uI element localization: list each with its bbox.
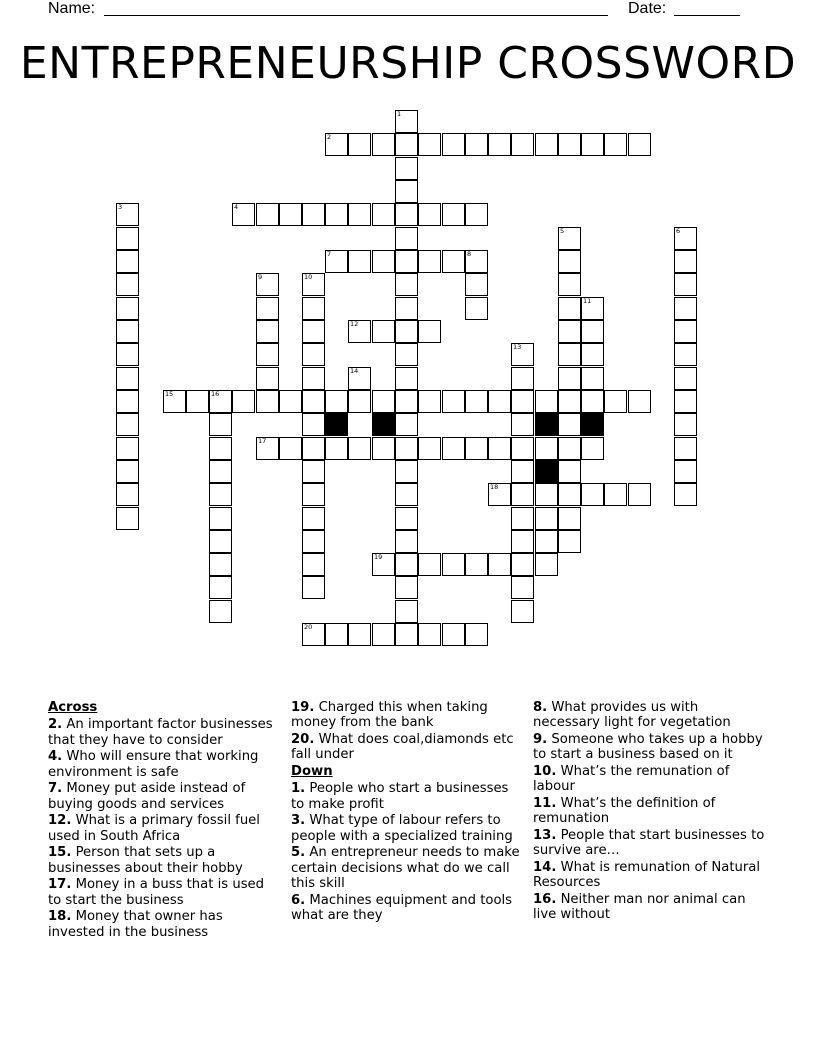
down-clue: [533, 892, 765, 923]
down-clue: [533, 732, 765, 763]
crossword-cell[interactable]: [395, 273, 418, 296]
crossword-cell[interactable]: [372, 553, 395, 576]
crossword-cell[interactable]: [279, 437, 302, 460]
crossword-cell[interactable]: [418, 320, 441, 343]
crossword-cell[interactable]: [465, 553, 488, 576]
clue-text: People who start a businesses to make profit: [291, 781, 509, 812]
crossword-cell[interactable]: [395, 227, 418, 250]
crossword-cell[interactable]: [348, 623, 371, 646]
clue-text: Neither man nor animal can live without: [533, 892, 746, 923]
crossword-cell[interactable]: [558, 367, 581, 390]
crossword-cell[interactable]: [256, 390, 279, 413]
crossword-cell[interactable]: [581, 390, 604, 413]
clue-number: 20.: [291, 732, 315, 747]
crossword-cell[interactable]: [302, 507, 325, 530]
crossword-cell[interactable]: [395, 413, 418, 436]
crossword-cell[interactable]: [395, 133, 418, 156]
clue-number: 17.: [48, 877, 72, 893]
crossword-cell[interactable]: [302, 297, 325, 320]
across-clue: [48, 717, 280, 748]
crossword-cell[interactable]: [348, 390, 371, 413]
crossword-cell[interactable]: [302, 367, 325, 390]
crossword-cell[interactable]: [209, 437, 232, 460]
crossword-cell[interactable]: [674, 483, 697, 506]
clue-column-1: [48, 700, 280, 941]
clue-text: Person that sets up a businesses about their hobby: [48, 845, 243, 876]
across-heading: Across: [48, 700, 98, 715]
crossword-cell[interactable]: [302, 343, 325, 366]
crossword-cell[interactable]: [372, 390, 395, 413]
crossword-cell[interactable]: [465, 203, 488, 226]
crossword-cell[interactable]: [256, 273, 279, 296]
crossword-cell[interactable]: [395, 553, 418, 576]
crossword-cell[interactable]: [116, 320, 139, 343]
crossword-cell[interactable]: [511, 507, 534, 530]
clue-number: 5.: [291, 845, 306, 861]
crossword-cell[interactable]: [302, 203, 325, 226]
crossword-cell[interactable]: [442, 553, 465, 576]
crossword-cell[interactable]: [395, 437, 418, 460]
crossword-cell[interactable]: [418, 203, 441, 226]
crossword-cell[interactable]: [604, 390, 627, 413]
crossword-cell[interactable]: [256, 343, 279, 366]
crossword-cell[interactable]: [465, 250, 488, 273]
crossword-cell[interactable]: [558, 297, 581, 320]
crossword-cell[interactable]: [558, 227, 581, 250]
clue-number: 12.: [48, 813, 72, 829]
crossword-cell[interactable]: [348, 320, 371, 343]
crossword-cell[interactable]: [628, 483, 651, 506]
crossword-cell[interactable]: [511, 600, 534, 623]
crossword-cell[interactable]: [465, 390, 488, 413]
crossword-cell[interactable]: [302, 460, 325, 483]
crossword-cell[interactable]: [674, 320, 697, 343]
crossword-cell[interactable]: [558, 133, 581, 156]
clue-text: What’s the remunation of labour: [533, 764, 730, 795]
crossword-cell[interactable]: [209, 530, 232, 553]
clue-number: 5: [560, 227, 565, 235]
clue-text: What’s the definition of remunation: [533, 796, 716, 827]
crossword-cell[interactable]: [465, 623, 488, 646]
crossword-cell[interactable]: [558, 413, 581, 436]
crossword-cell[interactable]: [511, 460, 534, 483]
crossword-cell[interactable]: [488, 133, 511, 156]
crossword-cell[interactable]: [488, 437, 511, 460]
crossword-cell[interactable]: [674, 413, 697, 436]
down-clue: [533, 764, 765, 795]
crossword-cell[interactable]: [395, 623, 418, 646]
crossword-cell[interactable]: [535, 390, 558, 413]
clue-number: 8.: [533, 700, 548, 715]
crossword-cell[interactable]: [488, 483, 511, 506]
down-clue: [533, 828, 765, 859]
crossword-cell[interactable]: [418, 250, 441, 273]
crossword-cell[interactable]: [395, 320, 418, 343]
crossword-cell[interactable]: [395, 576, 418, 599]
crossword-cell[interactable]: [535, 437, 558, 460]
clue-text: Who will ensure that working environment is safe: [48, 749, 259, 780]
crossword-cell[interactable]: [232, 390, 255, 413]
crossword-cell[interactable]: [372, 437, 395, 460]
crossword-cell[interactable]: [302, 576, 325, 599]
crossword-cell[interactable]: [511, 390, 534, 413]
crossword-cell[interactable]: [442, 203, 465, 226]
down-clue: [291, 845, 523, 891]
crossword-cell[interactable]: [395, 390, 418, 413]
crossword-cell[interactable]: [488, 553, 511, 576]
crossword-cell[interactable]: [465, 437, 488, 460]
crossword-cell[interactable]: [279, 203, 302, 226]
clue-number: 15.: [48, 845, 72, 861]
clue-number: 14.: [533, 860, 557, 875]
clue-number: 6: [676, 227, 681, 235]
clue-number: 4: [234, 203, 239, 211]
crossword-cell[interactable]: [674, 460, 697, 483]
clue-number: 2.: [48, 717, 63, 733]
down-clue: [533, 860, 765, 891]
crossword-cell[interactable]: [116, 273, 139, 296]
clue-number: 17: [258, 437, 267, 445]
crossword-cell[interactable]: [395, 203, 418, 226]
crossword-cell[interactable]: [116, 413, 139, 436]
clue-number: 11: [583, 297, 592, 305]
crossword-cell[interactable]: [302, 437, 325, 460]
crossword-cell[interactable]: [674, 297, 697, 320]
crossword-cell[interactable]: [395, 180, 418, 203]
crossword-cell[interactable]: [558, 483, 581, 506]
clue-text: An entrepreneur needs to make certain decisions what do we call this skill: [291, 845, 520, 892]
crossword-cell[interactable]: [116, 227, 139, 250]
crossword-cell[interactable]: [372, 250, 395, 273]
clue-text: What type of labour refers to people with a specialized training: [291, 813, 513, 844]
crossword-cell[interactable]: [325, 133, 348, 156]
crossword-cell[interactable]: [465, 273, 488, 296]
crossword-cell[interactable]: [535, 530, 558, 553]
crossword-cell[interactable]: [302, 530, 325, 553]
crossword-cell[interactable]: [558, 343, 581, 366]
crossword-cell[interactable]: [558, 507, 581, 530]
crossword-cell[interactable]: [232, 203, 255, 226]
down-clue: [291, 813, 523, 844]
crossword-cell[interactable]: [209, 413, 232, 436]
crossword-cell[interactable]: [535, 483, 558, 506]
crossword-cell[interactable]: [395, 600, 418, 623]
crossword-cell[interactable]: [256, 297, 279, 320]
clue-number: 3.: [291, 813, 306, 829]
clue-text: What is remunation of Natural Resources: [533, 860, 761, 891]
clue-number: 18.: [48, 909, 72, 925]
across-clue: [48, 877, 280, 908]
clue-number: 13: [513, 343, 522, 351]
crossword-cell[interactable]: [442, 390, 465, 413]
down-clue: [533, 700, 765, 731]
crossword-cell[interactable]: [628, 390, 651, 413]
clue-text: Someone who takes up a hobby to start a business based on it: [533, 732, 763, 763]
crossword-cell[interactable]: [395, 110, 418, 133]
name-label: Name:: [48, 0, 96, 17]
crossword-cell[interactable]: [302, 413, 325, 436]
crossword-cell[interactable]: [558, 273, 581, 296]
crossword-cell[interactable]: [558, 250, 581, 273]
crossword-cell[interactable]: [511, 437, 534, 460]
crossword-cell[interactable]: [418, 133, 441, 156]
crossword-cell[interactable]: [604, 133, 627, 156]
crossword-cell[interactable]: [674, 390, 697, 413]
crossword-cell[interactable]: [581, 437, 604, 460]
crossword-cell[interactable]: [256, 437, 279, 460]
crossword-cell[interactable]: [674, 250, 697, 273]
crossword-cell[interactable]: [209, 460, 232, 483]
clue-text: Money that owner has invested in the business: [48, 909, 223, 940]
crossword-cell[interactable]: [511, 530, 534, 553]
crossword-cell[interactable]: [535, 507, 558, 530]
crossword-cell[interactable]: [395, 250, 418, 273]
crossword-cell[interactable]: [535, 133, 558, 156]
crossword-cell[interactable]: [325, 203, 348, 226]
down-clue: [291, 781, 523, 812]
crossword-cell[interactable]: [628, 133, 651, 156]
crossword-cell[interactable]: [511, 343, 534, 366]
crossword-cell[interactable]: [674, 367, 697, 390]
crossword-cell[interactable]: [581, 297, 604, 320]
clue-number: 11.: [533, 796, 557, 811]
clue-number: 3: [118, 203, 123, 211]
crossword-cell[interactable]: [116, 460, 139, 483]
crossword-cell[interactable]: [372, 623, 395, 646]
crossword-cell[interactable]: [558, 320, 581, 343]
crossword-cell[interactable]: [256, 367, 279, 390]
crossword-cell[interactable]: [209, 483, 232, 506]
crossword-cell[interactable]: [465, 297, 488, 320]
crossword-cell[interactable]: [535, 553, 558, 576]
crossword-cell[interactable]: [209, 390, 232, 413]
down-heading: Down: [291, 764, 333, 779]
crossword-cell[interactable]: [302, 390, 325, 413]
crossword-cell[interactable]: [442, 250, 465, 273]
crossword-cell[interactable]: [511, 413, 534, 436]
crossword-cell[interactable]: [395, 367, 418, 390]
crossword-cell[interactable]: [465, 133, 488, 156]
crossword-cell[interactable]: [302, 273, 325, 296]
date-label: Date:: [628, 0, 667, 17]
crossword-cell[interactable]: [442, 623, 465, 646]
crossword-cell[interactable]: [418, 553, 441, 576]
crossword-cell[interactable]: [511, 483, 534, 506]
clue-number: 19: [374, 553, 383, 561]
crossword-cell[interactable]: [558, 437, 581, 460]
crossword-cell[interactable]: [395, 460, 418, 483]
clue-number: 8: [467, 250, 472, 258]
down-clue: [533, 796, 765, 827]
crossword-cell[interactable]: [325, 623, 348, 646]
crossword-cell[interactable]: [674, 227, 697, 250]
crossword-cell[interactable]: [116, 343, 139, 366]
clue-number: 1.: [291, 781, 306, 797]
crossword-cell[interactable]: [558, 530, 581, 553]
clue-number: 4.: [48, 749, 63, 765]
crossword-cell[interactable]: [674, 437, 697, 460]
crossword-cell[interactable]: [209, 576, 232, 599]
crossword-cell[interactable]: [348, 133, 371, 156]
blocked-cell: [581, 413, 604, 436]
crossword-cell[interactable]: [418, 623, 441, 646]
clue-number: 1: [397, 110, 402, 118]
crossword-cell[interactable]: [116, 297, 139, 320]
crossword-cell[interactable]: [279, 390, 302, 413]
crossword-cell[interactable]: [511, 553, 534, 576]
blocked-cell: [325, 413, 348, 436]
clue-text: What is a primary fossil fuel used in South Africa: [48, 813, 260, 844]
across-clue: [48, 749, 280, 780]
crossword-cell[interactable]: [581, 320, 604, 343]
crossword-cell[interactable]: [325, 250, 348, 273]
crossword-cell[interactable]: [558, 460, 581, 483]
clue-number: 14: [350, 367, 359, 375]
crossword-cell[interactable]: [116, 367, 139, 390]
crossword-cell[interactable]: [348, 437, 371, 460]
crossword-cell[interactable]: [395, 507, 418, 530]
clue-column-2: [291, 700, 523, 925]
page-title: ENTREPRENEURSHIP CROSSWORD: [19, 38, 797, 89]
clue-number: 9.: [533, 732, 548, 747]
clue-text: Money put aside instead of buying goods and services: [48, 781, 246, 812]
clue-number: 19.: [291, 700, 315, 715]
clue-text: What provides us with necessary light for vegetation: [533, 700, 731, 731]
crossword-cell[interactable]: [395, 157, 418, 180]
crossword-cell[interactable]: [442, 133, 465, 156]
clue-number: 15: [165, 390, 174, 398]
crossword-cell[interactable]: [581, 133, 604, 156]
crossword-cell[interactable]: [163, 390, 186, 413]
clue-text: Machines equipment and tools what are they: [291, 892, 513, 924]
clue-number: 7.: [48, 781, 63, 797]
clue-number: 16.: [533, 892, 557, 907]
crossword-cell[interactable]: [325, 437, 348, 460]
crossword-cell[interactable]: [348, 203, 371, 226]
clue-number: 10: [304, 273, 313, 281]
crossword-cell[interactable]: [302, 553, 325, 576]
crossword-cell[interactable]: [395, 530, 418, 553]
clue-number: 6.: [291, 892, 306, 908]
crossword-cell[interactable]: [372, 320, 395, 343]
crossword-cell[interactable]: [209, 600, 232, 623]
blocked-cell: [535, 413, 558, 436]
crossword-cell[interactable]: [116, 390, 139, 413]
across-clue: [48, 909, 280, 940]
crossword-cell[interactable]: [395, 343, 418, 366]
crossword-cell[interactable]: [116, 483, 139, 506]
crossword-cell[interactable]: [116, 437, 139, 460]
crossword-cell[interactable]: [418, 437, 441, 460]
clue-column-3: [533, 700, 765, 924]
crossword-cell[interactable]: [372, 203, 395, 226]
clue-number: 2: [327, 133, 332, 141]
crossword-cell[interactable]: [209, 507, 232, 530]
crossword-cell[interactable]: [418, 390, 441, 413]
crossword-cell[interactable]: [511, 576, 534, 599]
crossword-cell[interactable]: [488, 390, 511, 413]
crossword-cell[interactable]: [116, 250, 139, 273]
crossword-cell[interactable]: [674, 343, 697, 366]
crossword-cell[interactable]: [116, 203, 139, 226]
down-clue: [291, 893, 523, 924]
crossword-cell[interactable]: [348, 250, 371, 273]
crossword-cell[interactable]: [302, 623, 325, 646]
crossword-cell[interactable]: [325, 390, 348, 413]
clue-number: 16: [211, 390, 220, 398]
crossword-cell[interactable]: [511, 133, 534, 156]
crossword-cell[interactable]: [395, 483, 418, 506]
crossword-cell[interactable]: [116, 507, 139, 530]
crossword-cell[interactable]: [581, 343, 604, 366]
crossword-cell[interactable]: [395, 297, 418, 320]
clue-number: 13.: [533, 828, 557, 843]
clue-number: 20: [304, 623, 313, 631]
blocked-cell: [535, 460, 558, 483]
clue-number: 9: [258, 273, 263, 281]
across-clue: [48, 845, 280, 876]
crossword-cell[interactable]: [604, 483, 627, 506]
crossword-cell[interactable]: [302, 483, 325, 506]
clue-text: People that start businesses to survive are…: [533, 828, 765, 859]
crossword-cell[interactable]: [372, 133, 395, 156]
across-clue: [291, 732, 523, 763]
clue-number: 10.: [533, 764, 557, 779]
crossword-cell[interactable]: [581, 483, 604, 506]
crossword-cell[interactable]: [256, 203, 279, 226]
across-clue: [48, 781, 280, 812]
across-clue: [48, 813, 280, 844]
crossword-cell[interactable]: [348, 367, 371, 390]
crossword-cell[interactable]: [209, 553, 232, 576]
clue-number: 18: [490, 483, 499, 491]
clue-text: Money in a buss that is used to start the business: [48, 877, 265, 908]
across-clue: [291, 700, 523, 731]
clue-number: 12: [350, 320, 359, 328]
blocked-cell: [372, 413, 395, 436]
clue-text: What does coal,diamonds etc fall under: [291, 732, 514, 763]
crossword-cell[interactable]: [581, 367, 604, 390]
crossword-cell[interactable]: [302, 320, 325, 343]
crossword-cell[interactable]: [558, 390, 581, 413]
crossword-cell[interactable]: [256, 320, 279, 343]
clue-text: Charged this when taking money from the bank: [291, 700, 488, 731]
crossword-cell[interactable]: [442, 437, 465, 460]
crossword-cell[interactable]: [674, 273, 697, 296]
clue-number: 7: [327, 250, 332, 258]
crossword-cell[interactable]: [511, 367, 534, 390]
clue-text: An important factor businesses that they have to consider: [48, 717, 273, 748]
crossword-cell[interactable]: [186, 390, 209, 413]
